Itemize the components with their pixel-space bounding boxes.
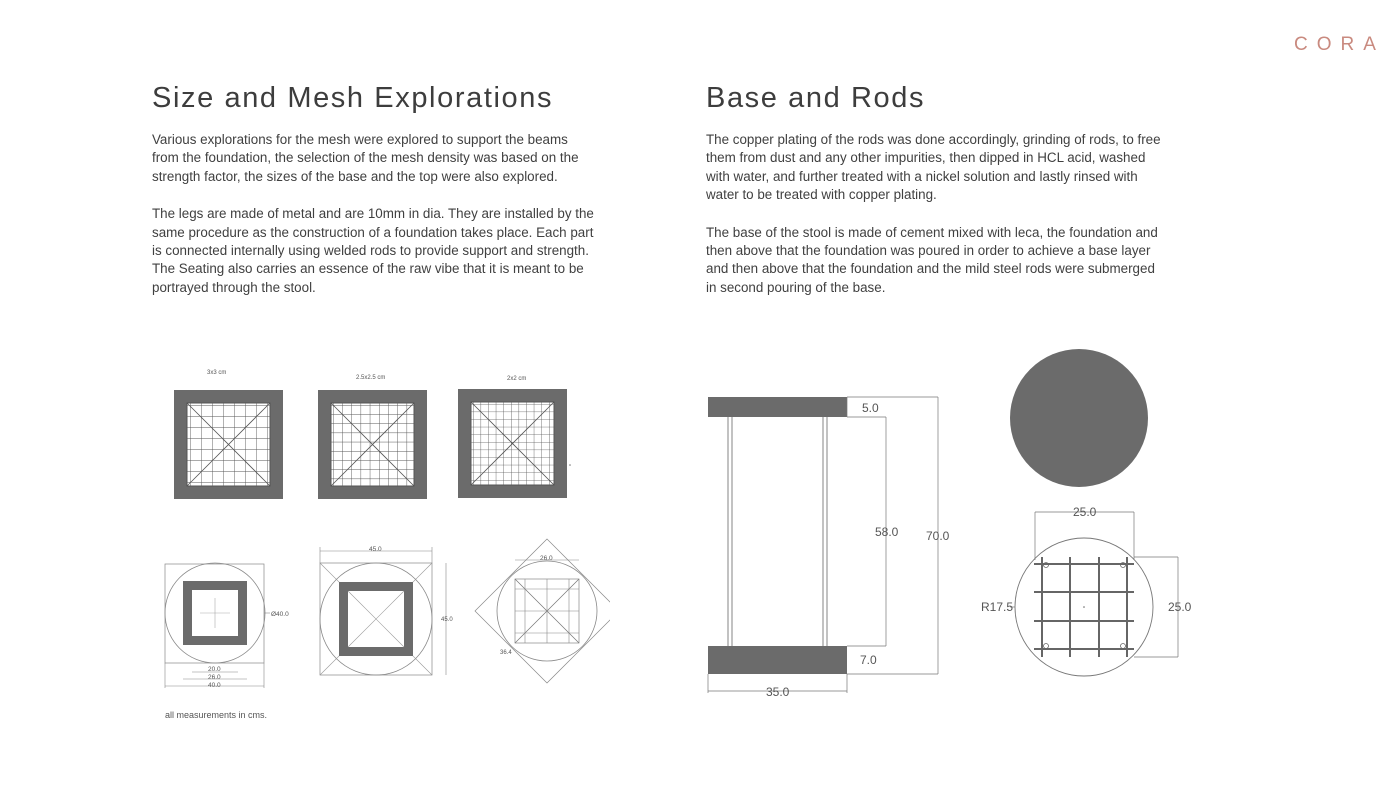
dim-plan-side: 25.0 <box>1168 600 1192 614</box>
left-title: Size and Mesh Explorations <box>152 82 554 114</box>
dim-plan-top: 25.0 <box>1073 505 1097 519</box>
measurements-note: all measurements in cms. <box>165 710 268 720</box>
right-paragraph-1: The copper plating of the rods was done accordingly, grinding of rods, to free them from dust and any other impurities, then dipped in HCL acid, washed with water, and further treated with a nickel solution and lastly rinsed with water to be treated with copper plating. <box>706 132 1161 203</box>
right-column <box>706 82 1166 316</box>
brand-logo: CORA <box>1294 34 1385 55</box>
left-paragraph-1: Various explorations for the mesh were explored to support the beams from the foundation, the selection of the mesh density was based on the strength factor, the sizes of the base and the top were also explored. <box>152 132 579 184</box>
plan-view-2 <box>320 546 453 675</box>
stool-plan <box>981 505 1192 676</box>
dim-d45top: 45.0 <box>369 546 382 553</box>
dim-d20: 20.0 <box>208 666 221 673</box>
dim-d45side: 45.0 <box>441 617 453 623</box>
mesh-label-2: 2.5x2.5 cm <box>356 375 386 381</box>
seat-top-view <box>1010 349 1148 487</box>
right-title: Base and Rods <box>706 82 926 114</box>
dim-d40: Ø40.0 <box>271 611 289 618</box>
dim-total: 70.0 <box>926 529 950 543</box>
dim-d26a: 26.0 <box>208 674 221 681</box>
dim-mid: 58.0 <box>875 525 899 539</box>
dim-d40b: 40.0 <box>208 682 221 689</box>
dim-d364: 36.4 <box>500 650 512 656</box>
dim-top: 5.0 <box>862 401 879 415</box>
plan-view-1 <box>165 563 289 689</box>
dim-bottom: 7.0 <box>860 653 877 667</box>
left-paragraph-2: The legs are made of metal and are 10mm in dia. They are installed by the same procedure as the construction of a foundation takes place. Each part is connected internally using welded rods to provide support and strength. The Seating also carries an essence of the raw vibe that it is meant to be portrayed through the stool. <box>152 206 594 295</box>
mesh-label-3: 2x2 cm <box>507 376 527 382</box>
left-column <box>152 82 597 316</box>
dim-width: 35.0 <box>766 685 790 699</box>
dim-radius: R17.5 <box>981 600 1014 614</box>
mesh-label-1: 3x3 cm <box>207 370 227 376</box>
base-rods-drawing <box>700 340 1200 705</box>
right-paragraph-2: The base of the stool is made of cement mixed with leca, the foundation and then above that the foundation was poured in order to achieve a base layer and then above that the foundation and the mild steel rods were submerged in second pouring of the base. <box>706 224 1158 295</box>
mesh-explorations-drawing <box>150 360 610 730</box>
stool-elevation <box>708 397 950 699</box>
plan-view-3 <box>475 539 610 683</box>
dim-d26b: 26.0 <box>540 555 553 562</box>
